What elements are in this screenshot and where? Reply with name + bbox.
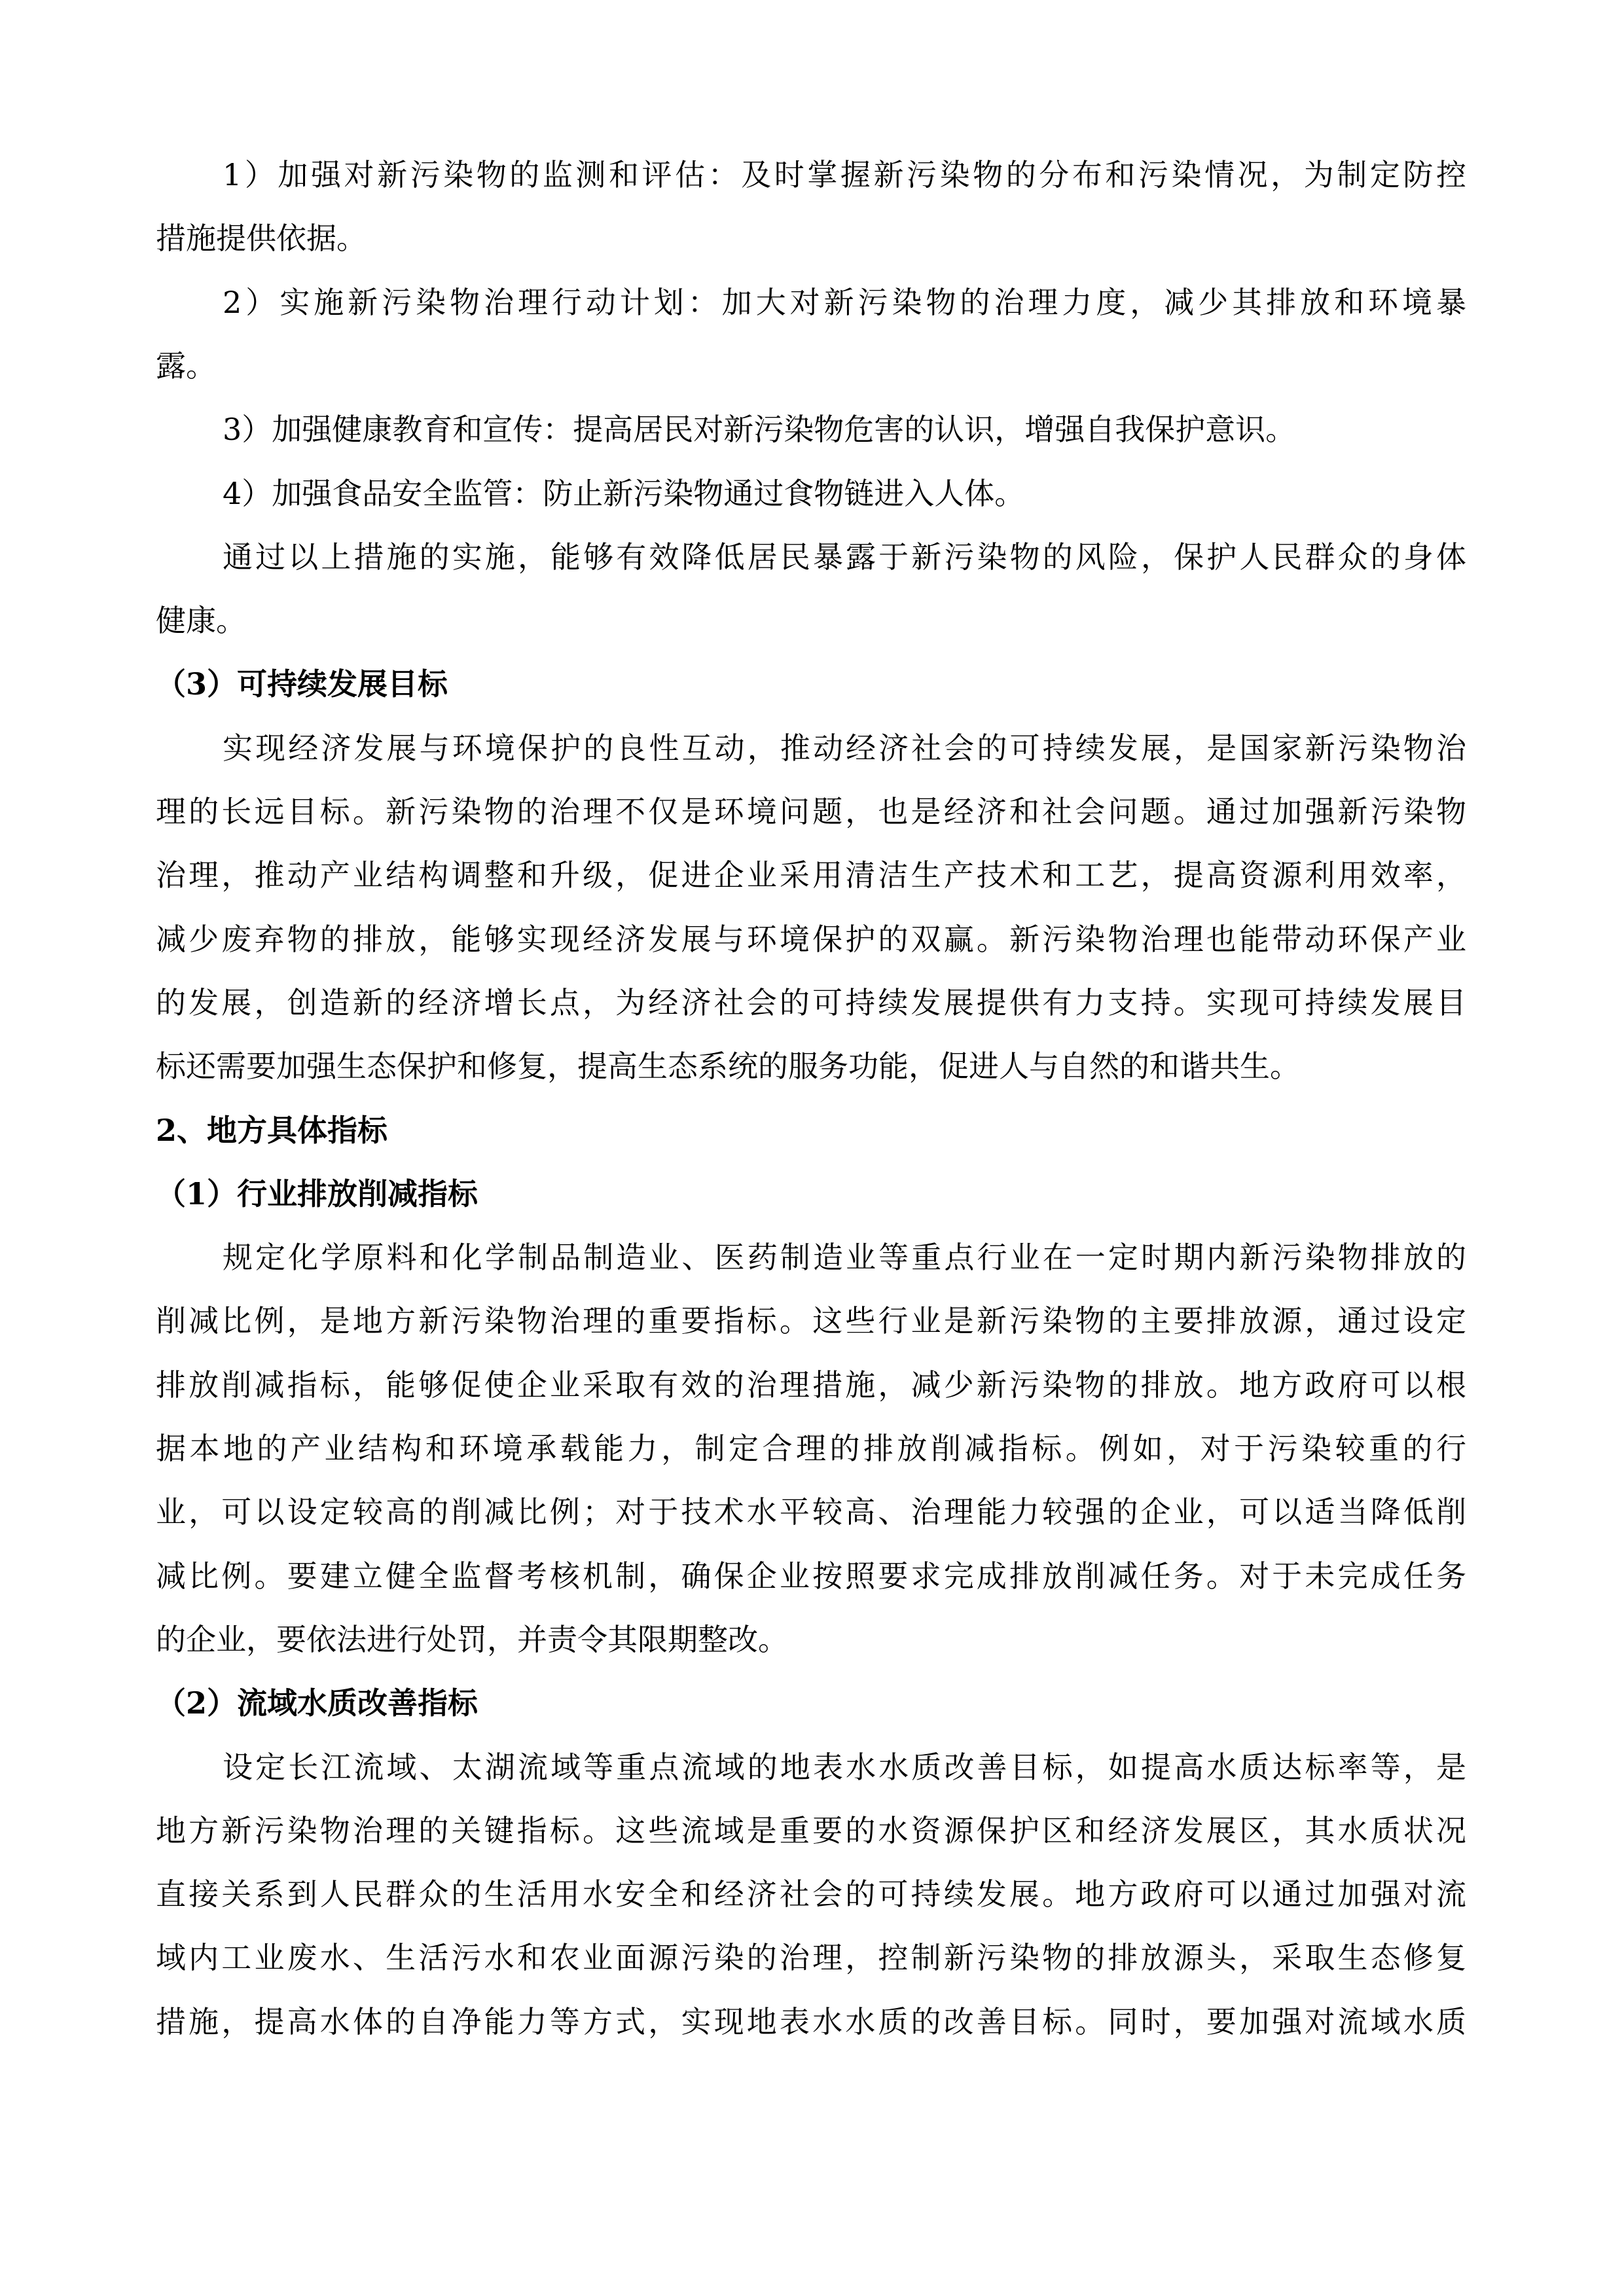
list-item-1-line-2: 措施提供依据。 [156, 221, 367, 256]
sustainable-paragraph-line-1: 实现经济发展与环境保护的良性互动，推动经济社会的可持续发展，是国家新污染物治 [223, 730, 1466, 766]
industry-paragraph-line-1: 规定化学原料和化学制品制造业、医药制造业等重点行业在一定时期内新污染物排放的 [223, 1240, 1466, 1275]
water-paragraph-line-3: 直接关系到人民群众的生活用水安全和经济社会的可持续发展。地方政府可以通过加强对流 [156, 1876, 1466, 1912]
list-item-1-line-1: 1）加强对新污染物的监测和评估：及时掌握新污染物的分布和污染情况，为制定防控 [223, 157, 1466, 192]
section-heading-local-indicators: 2、地方具体指标 [156, 1113, 388, 1148]
subsection-heading-industry-emission: （1）行业排放削减指标 [156, 1176, 478, 1211]
industry-paragraph-line-3: 排放削减指标，能够促使企业采取有效的治理措施，减少新污染物的排放。地方政府可以根 [156, 1367, 1466, 1403]
summary-paragraph-line-2: 健康。 [156, 603, 246, 638]
water-paragraph-line-2: 地方新污染物治理的关键指标。这些流域是重要的水资源保护区和经济发展区，其水质状况 [156, 1813, 1466, 1848]
industry-paragraph-line-5: 业，可以设定较高的削减比例；对于技术水平较高、治理能力较强的企业，可以适当降低削 [156, 1494, 1466, 1530]
list-item-2-line-2: 露。 [156, 348, 216, 384]
summary-paragraph-line-1: 通过以上措施的实施，能够有效降低居民暴露于新污染物的风险，保护人民群众的身体 [223, 539, 1466, 575]
industry-paragraph-line-6: 减比例。要建立健全监督考核机制，确保企业按照要求完成排放削减任务。对于未完成任务 [156, 1558, 1466, 1594]
list-item-2-line-1: 2）实施新污染物治理行动计划：加大对新污染物的治理力度，减少其排放和环境暴 [223, 285, 1466, 320]
subsection-heading-water-quality: （2）流域水质改善指标 [156, 1685, 478, 1721]
sustainable-paragraph-line-3: 治理，推动产业结构调整和升级，促进企业采用清洁生产技术和工艺，提高资源利用效率， [156, 857, 1466, 893]
list-item-4: 4）加强食品安全监管：防止新污染物通过食物链进入人体。 [223, 476, 1025, 511]
section-heading-sustainable-goal: （3）可持续发展目标 [156, 666, 448, 702]
industry-paragraph-line-2: 削减比例，是地方新污染物治理的重要指标。这些行业是新污染物的主要排放源，通过设定 [156, 1303, 1466, 1338]
water-paragraph-line-4: 域内工业废水、生活污水和农业面源污染的治理，控制新污染物的排放源头，采取生态修复 [156, 1940, 1466, 1975]
sustainable-paragraph-line-5: 的发展，创造新的经济增长点，为经济社会的可持续发展提供有力支持。实现可持续发展目 [156, 985, 1466, 1020]
sustainable-paragraph-line-4: 减少废弃物的排放，能够实现经济发展与环境保护的双赢。新污染物治理也能带动环保产业 [156, 922, 1466, 957]
sustainable-paragraph-line-6: 标还需要加强生态保护和修复，提高生态系统的服务功能，促进人与自然的和谐共生。 [156, 1049, 1300, 1084]
list-item-3: 3）加强健康教育和宣传：提高居民对新污染物危害的认识，增强自我保护意识。 [223, 412, 1296, 447]
sustainable-paragraph-line-2: 理的长远目标。新污染物的治理不仅是环境问题，也是经济和社会问题。通过加强新污染物 [156, 794, 1466, 829]
industry-paragraph-line-4: 据本地的产业结构和环境承载能力，制定合理的排放削减指标。例如，对于污染较重的行 [156, 1431, 1466, 1466]
industry-paragraph-line-7: 的企业，要依法进行处罚，并责令其限期整改。 [156, 1622, 788, 1657]
water-paragraph-line-1: 设定长江流域、太湖流域等重点流域的地表水水质改善目标，如提高水质达标率等，是 [223, 1749, 1466, 1785]
water-paragraph-line-5: 措施，提高水体的自净能力等方式，实现地表水水质的改善目标。同时，要加强对流域水质 [156, 2004, 1466, 2039]
